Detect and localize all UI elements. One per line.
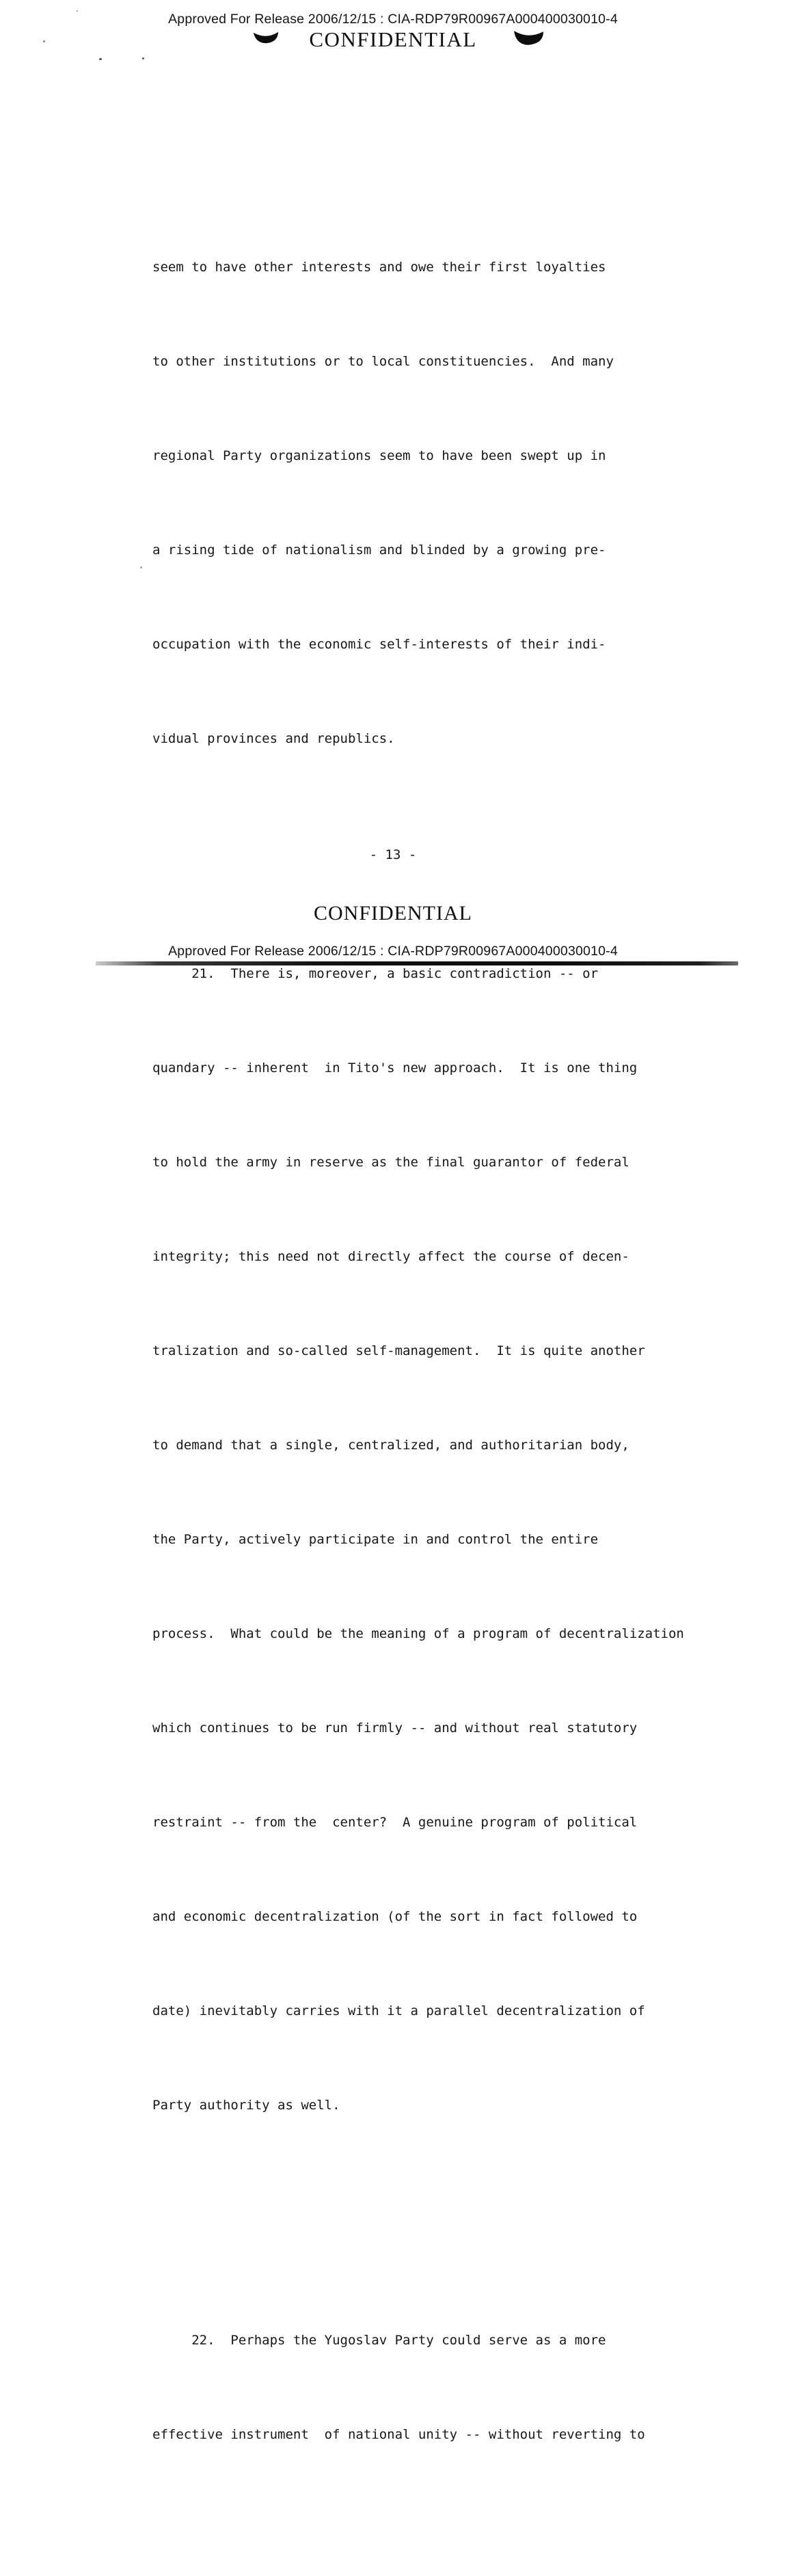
text-line: to other institutions or to local constituencies. And many (152, 354, 614, 369)
declassification-header: Approved For Release 2006/12/15 : CIA-RDP79R00967A000400030010-4 (168, 12, 618, 27)
text-line: tralization and so-called self-management. It is quite another (152, 1343, 645, 1358)
stamp-smudge-left-icon (252, 31, 280, 44)
paragraph-21 (152, 895, 684, 2184)
text-line: 21. There is, moreover, a basic contradiction -- or (152, 966, 599, 981)
page-number: - 13 - (369, 847, 417, 862)
text-line: regional Party organizations seem to have been swept up in (152, 448, 606, 463)
text-line: Party authority as well. (152, 2098, 340, 2113)
classification-header: CONFIDENTIAL (309, 27, 477, 51)
stamp-smudge-right-icon (513, 30, 544, 46)
text-line: effective instrument of national unity -- without reverting to (152, 2427, 645, 2442)
scan-edge-artifact (96, 961, 738, 965)
text-line: integrity; this need not directly affect the course of decen- (152, 1249, 629, 1264)
text-line: which continues to be run firmly -- and without real statutory (152, 1721, 638, 1736)
text-line: the Party, actively participate in and control the entire (152, 1532, 599, 1547)
declassification-footer: Approved For Release 2006/12/15 : CIA-RDP79R00967A000400030010-4 (168, 944, 618, 959)
text-line: a rising tide of nationalism and blinded by a growing pre- (152, 543, 606, 558)
text-line: 22. Perhaps the Yugoslav Party could serve as a more (152, 2333, 606, 2348)
document-body (152, 126, 684, 2576)
classification-footer: CONFIDENTIAL (314, 902, 472, 924)
text-line: restraint -- from the center? A genuine program of political (152, 1815, 638, 1830)
text-line: and economic decentralization (of the sort in fact followed to (152, 1909, 638, 1924)
text-line: to hold the army in reserve as the final guarantor of federal (152, 1155, 629, 1170)
text-line: process. What could be the meaning of a program of decentralization (152, 1626, 684, 1641)
scan-speck-icon (99, 58, 102, 60)
paragraph-continuation (152, 189, 684, 817)
text-line: to demand that a single, centralized, and authoritarian body, (152, 1438, 629, 1453)
text-line: seem to have other interests and owe their first loyalties (152, 260, 606, 275)
scan-speck-icon (142, 57, 144, 59)
text-line: vidual provinces and republics. (152, 731, 395, 746)
scan-speck-icon (140, 566, 142, 568)
text-line: date) inevitably carries with it a parallel decentralization of (152, 2003, 645, 2018)
text-line: quandary -- inherent in Tito's new approach. It is one thing (152, 1060, 638, 1075)
paragraph-22 (152, 2262, 684, 2513)
text-line: occupation with the economic self-interests of their indi- (152, 637, 606, 652)
